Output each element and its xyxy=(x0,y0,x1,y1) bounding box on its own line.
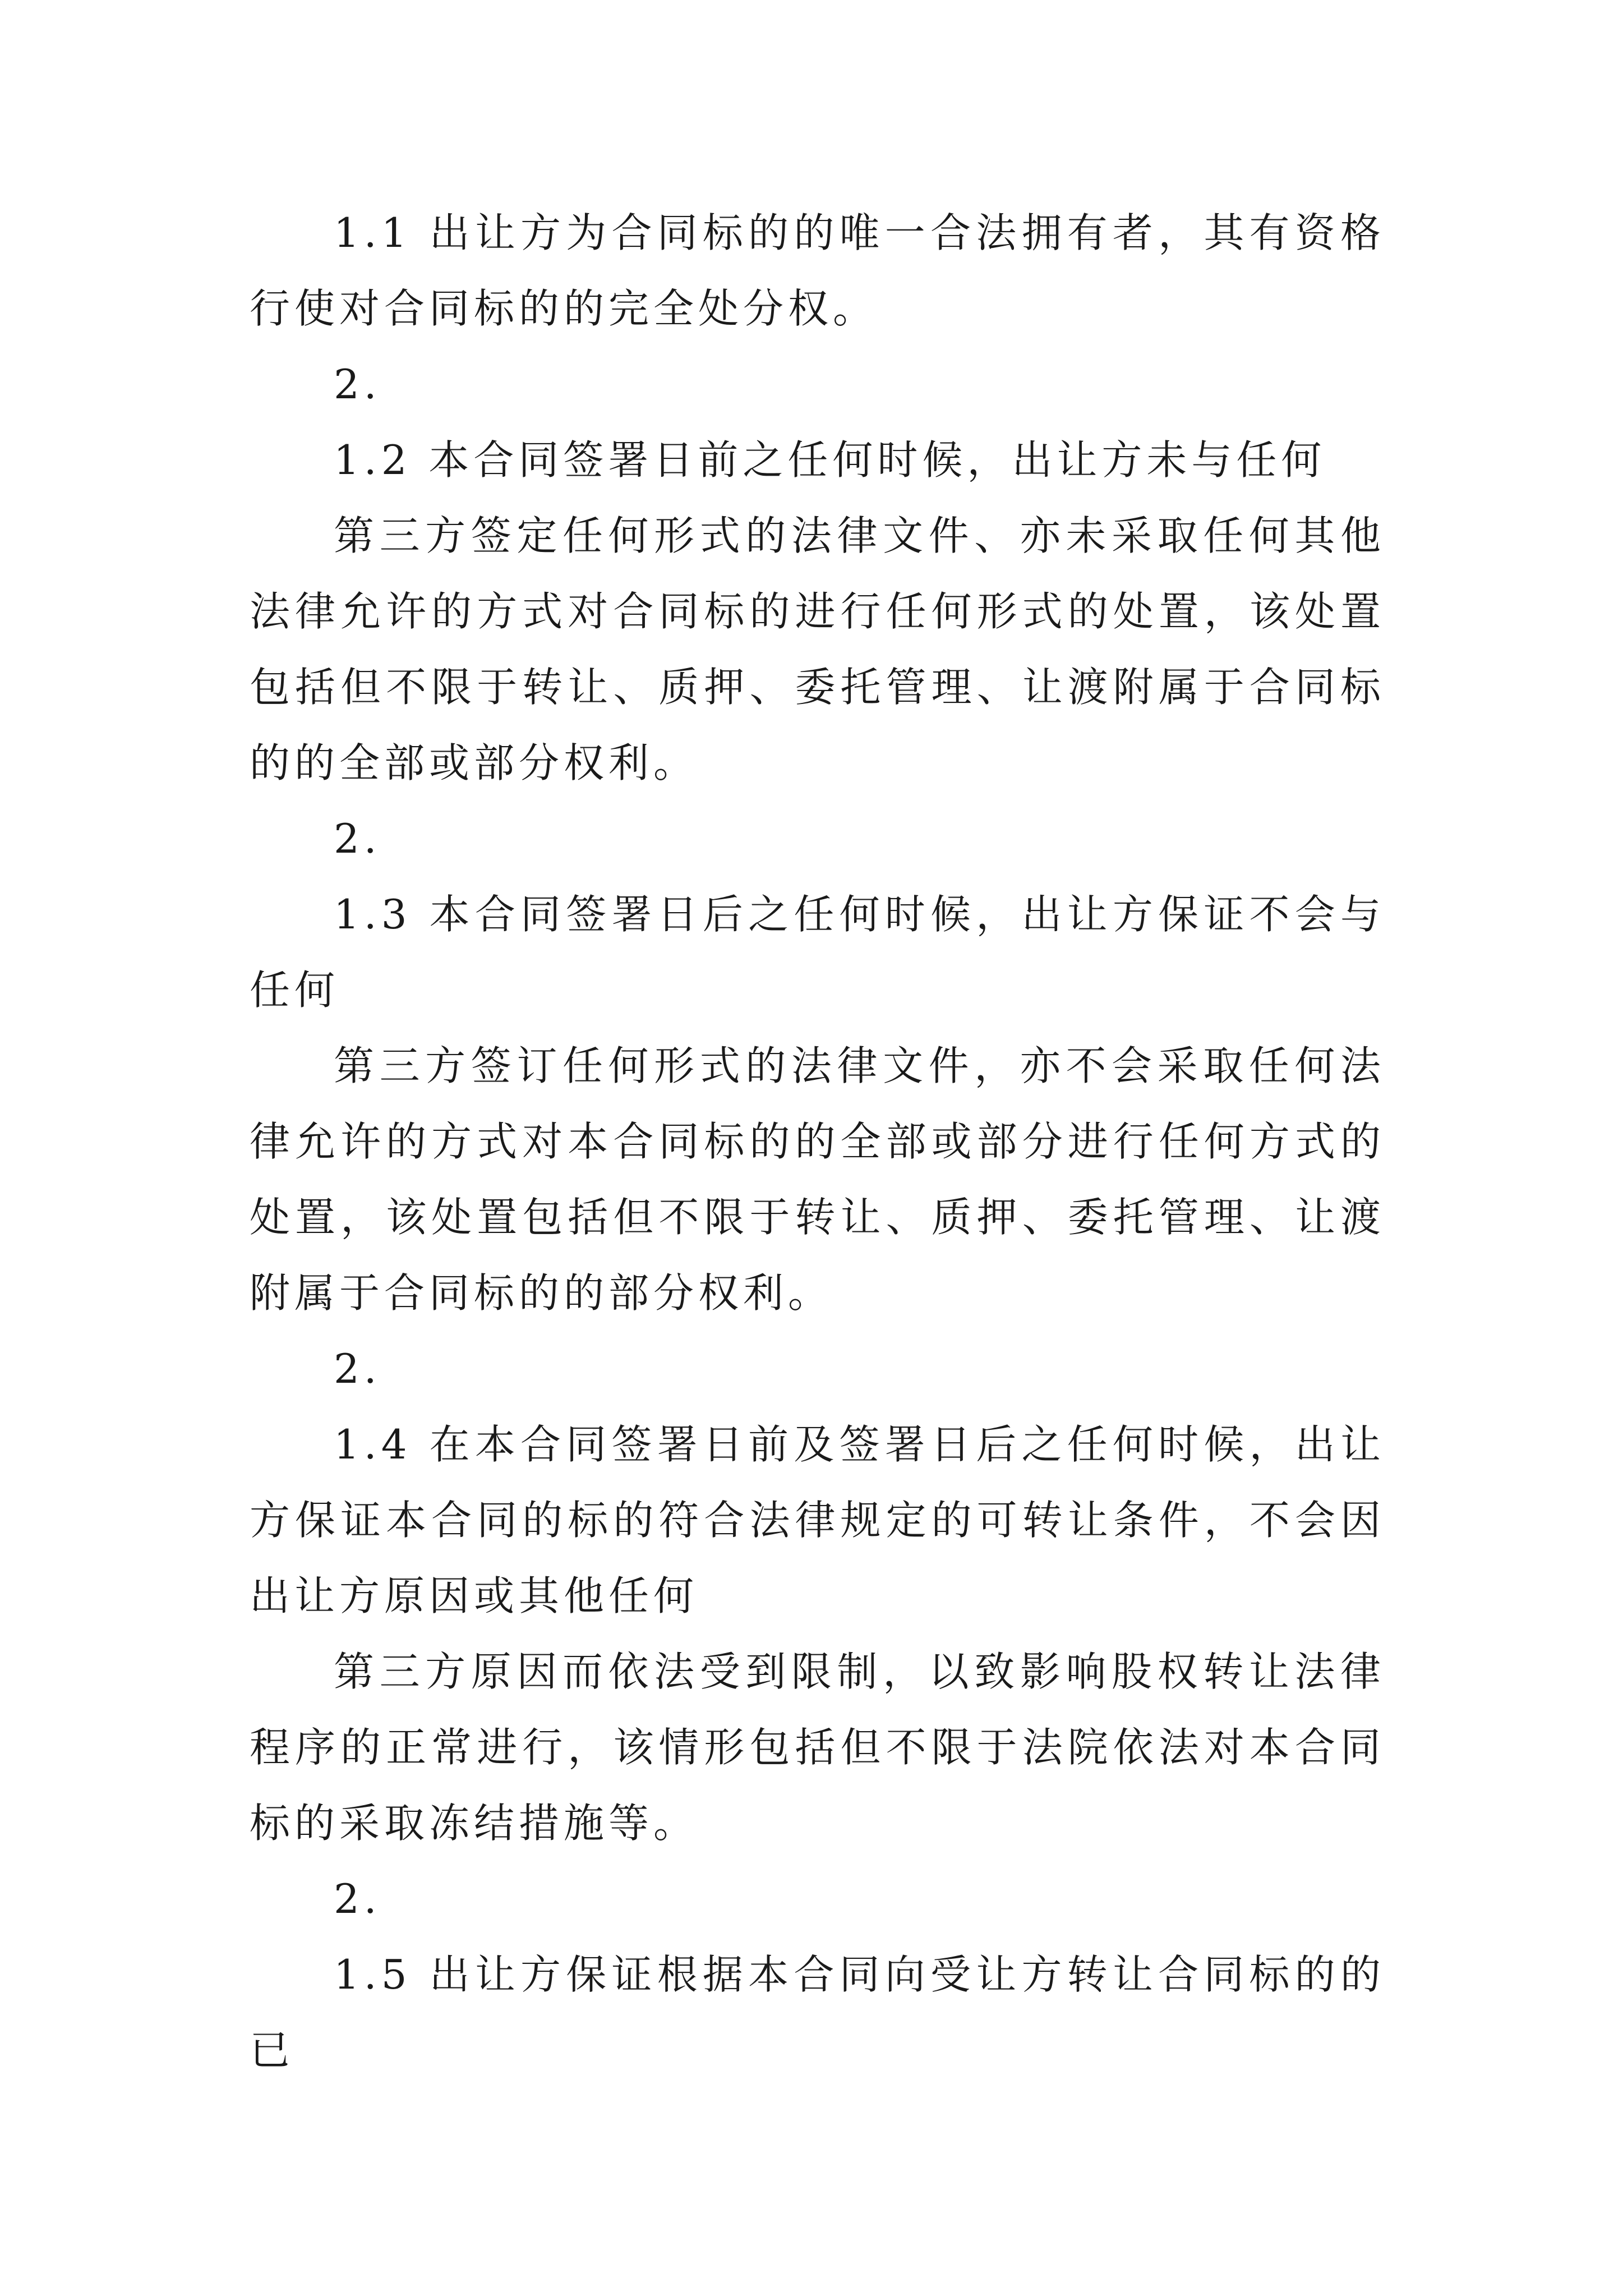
section-number: 2. xyxy=(334,1875,381,1922)
clause-1-1: 1.1 出让方为合同标的的唯一合法拥有者，其有资格行使对合同标的的完全处分权。 xyxy=(250,209,1385,332)
document-body xyxy=(250,195,1385,2088)
section-number: 2. xyxy=(334,361,381,408)
section-number: 2. xyxy=(334,815,381,862)
clause-1-4: 1.4 在本合同签署日前及签署日后之任何时候，出让方保证本合同的标的符合法律规定的可转让条件，不会因出让方原因或其他任何 xyxy=(250,1421,1385,1619)
section-number: 2. xyxy=(334,1345,381,1392)
clause-1-2-continued: 第三方签定任何形式的法律文件、亦未采取任何其他法律允许的方式对合同标的进行任何形式的处置，该处置包括但不限于转让、质押、委托管理、让渡附属于合同标的的全部或部分权利。 xyxy=(250,512,1385,786)
clause-1-3: 1.3 本合同签署日后之任何时候，出让方保证不会与任何 xyxy=(250,891,1385,1014)
clause-1-2: 1.2 本合同签署日前之任何时候，出让方未与任何 xyxy=(334,436,1326,484)
clause-1-3-continued: 第三方签订任何形式的法律文件，亦不会采取任何法律允许的方式对本合同标的的全部或部分进行任何方式的处置，该处置包括但不限于转让、质押、委托管理、让渡附属于合同标的的部分权利。 xyxy=(250,1042,1385,1317)
clause-1-5: 1.5 出让方保证根据本合同向受让方转让合同标的的已 xyxy=(250,1951,1385,2074)
clause-1-4-continued: 第三方原因而依法受到限制，以致影响股权转让法律程序的正常进行，该情形包括但不限于法院依法对本合同标的采取冻结措施等。 xyxy=(250,1648,1385,1847)
